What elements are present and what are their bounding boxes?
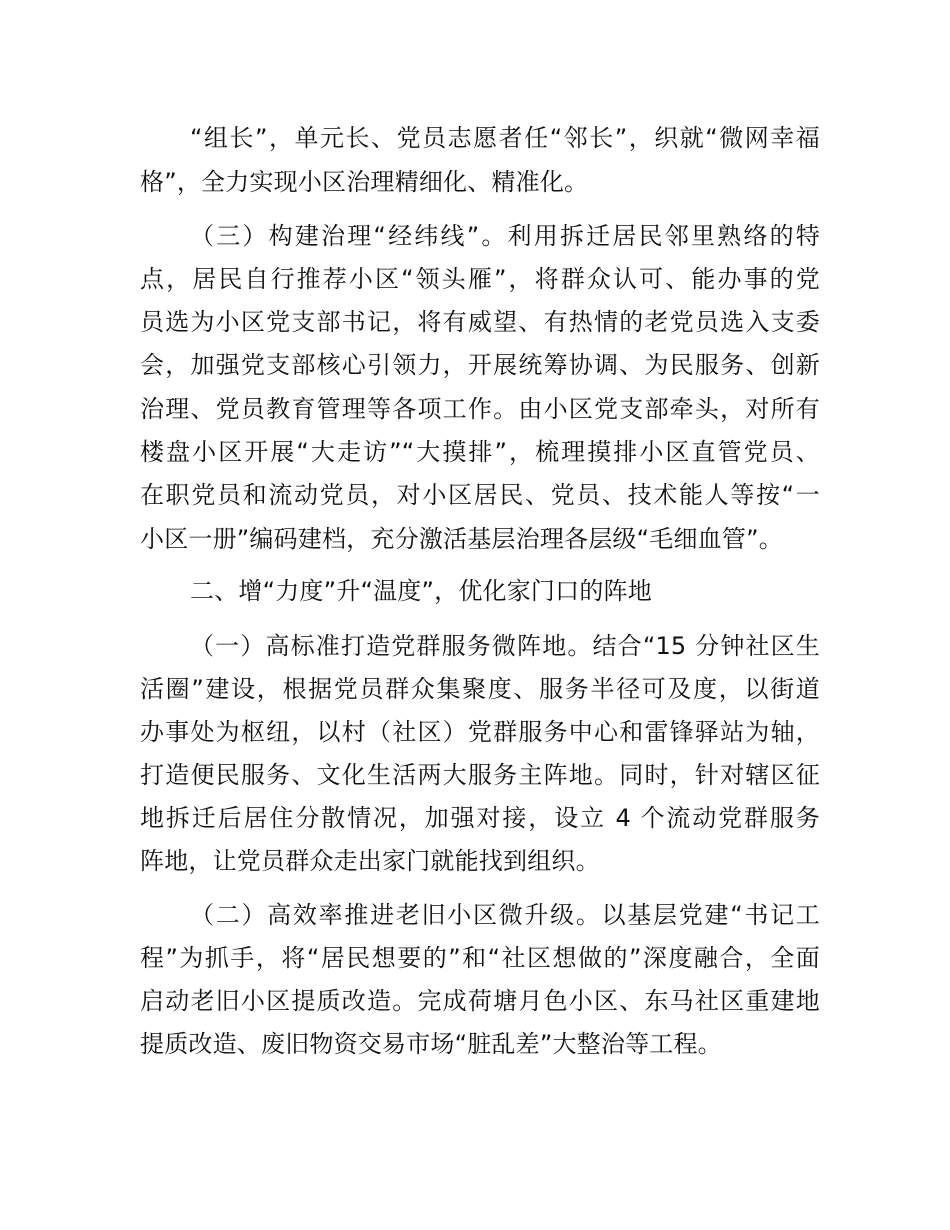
paragraph-line: 员选为小区党支部书记，将有威望、有热情的老党员选入支委 — [140, 308, 820, 336]
paragraph-line: 办事处为枢纽，以村（社区）党群服务中心和雷锋驿站为轴， — [140, 718, 820, 746]
section-heading-1: （一）高标准打造党群服务微阵地。结合“15 分钟社区生 — [190, 632, 820, 660]
paragraph-line: 格”，全力实现小区治理精细化、精准化。 — [140, 168, 589, 196]
paragraph-line: 会，加强党支部核心引领力，开展统筹协调、为民服务、创新 — [140, 351, 820, 379]
paragraph-line: 楼盘小区开展“大走访”“大摸排”，梳理摸排小区直管党员、 — [140, 438, 820, 466]
paragraph-line: 程”为抓手，将“居民想要的”和“社区想做的”深度融合，全面 — [140, 944, 820, 972]
section-heading-3: （三）构建治理“经纬线”。利用拆迁居民邻里熟络的特 — [190, 222, 820, 250]
paragraph-line: 在职党员和流动党员，对小区居民、党员、技术能人等按“一 — [140, 481, 820, 509]
paragraph-line: 打造便民服务、文化生活两大服务主阵地。同时，针对辖区征 — [140, 761, 820, 789]
paragraph-line: 提质改造、废旧物资交易市场“脏乱差”大整治等工程。 — [140, 1030, 722, 1058]
paragraph-line: 小区一册”编码建档，充分激活基层治理各层级“毛细血管”。 — [140, 525, 783, 553]
paragraph-line: “组长”，单元长、党员志愿者任“邻长”，织就“微网幸福 — [190, 124, 820, 152]
chapter-heading-2: 二、增“力度”升“温度”，优化家门口的阵地 — [190, 577, 652, 605]
paragraph-line: 治理、党员教育管理等各项工作。由小区党支部牵头，对所有 — [140, 395, 820, 423]
paragraph-line: 点，居民自行推荐小区“领头雁”，将群众认可、能办事的党 — [140, 265, 820, 293]
section-heading-2: （二）高效率推进老旧小区微升级。以基层党建“书记工 — [190, 901, 820, 929]
paragraph-line: 地拆迁后居住分散情况，加强对接，设立 4 个流动党群服务 — [140, 804, 820, 832]
paragraph-line: 阵地，让党员群众走出家门就能找到组织。 — [140, 847, 600, 875]
paragraph-line: 活圈”建设，根据党员群众集聚度、服务半径可及度，以街道 — [140, 675, 820, 703]
paragraph-line: 启动老旧小区提质改造。完成荷塘月色小区、东马社区重建地 — [140, 987, 820, 1015]
